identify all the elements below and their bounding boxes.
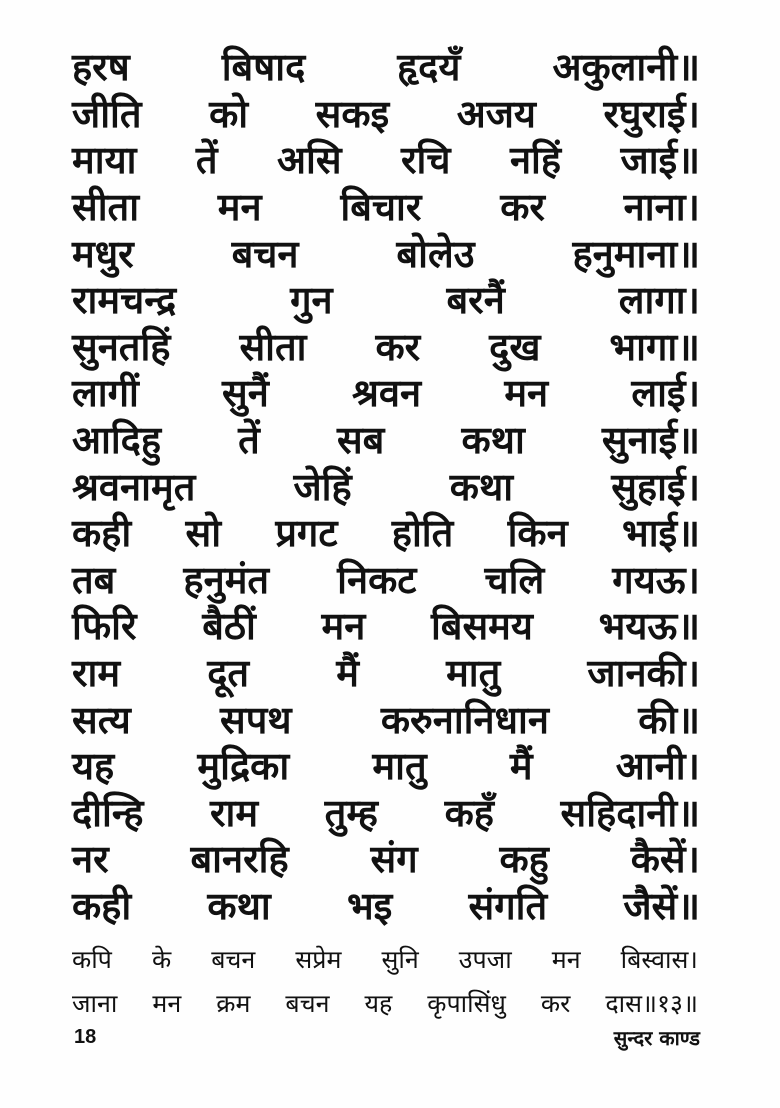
word: जानकी। (587, 651, 700, 696)
word: कैसें। (630, 837, 700, 882)
verse-line (72, 370, 700, 417)
word: लागा। (618, 278, 700, 323)
word: अजय (456, 91, 536, 136)
word: हनुमंत (183, 557, 270, 602)
word: नहिं (509, 138, 562, 183)
page-footer (74, 1022, 700, 1052)
verse-line (72, 277, 700, 324)
word: श्रवनामृत (72, 464, 196, 509)
word: यह (72, 744, 115, 789)
word: यह (364, 989, 393, 1018)
word: बैठीं (202, 604, 256, 649)
word: माया (72, 138, 137, 183)
word: लाई। (631, 371, 700, 416)
word: बोलेउ (396, 231, 475, 276)
word: लागीं (72, 371, 139, 416)
section-name: सुन्दर काण्ड (613, 1025, 700, 1050)
word: बिषाद (221, 45, 306, 90)
word: हृदयँ (397, 45, 461, 90)
word: दास॥१३॥ (605, 989, 698, 1018)
word: जाना (72, 989, 118, 1018)
word: सीता (239, 324, 307, 369)
word: जाई॥ (620, 138, 700, 183)
word: कर (375, 324, 421, 369)
doha-line (72, 938, 698, 982)
page-number: 18 (74, 1025, 97, 1048)
word: करुनानिधान (380, 697, 549, 742)
word: मधुर (72, 231, 134, 276)
verse-line (72, 44, 700, 91)
word: बिस्वास। (620, 945, 698, 974)
word: कपि (72, 945, 112, 974)
verse-line (72, 557, 700, 604)
word: दूत (207, 651, 250, 696)
word: सुनि (381, 945, 419, 974)
word: सुनैं (222, 371, 269, 416)
word: भयऊ॥ (598, 604, 700, 649)
word: बिसमय (430, 604, 533, 649)
doha-line (72, 982, 698, 1026)
verse-line (72, 836, 700, 883)
word: कर (500, 185, 545, 230)
word: गयऊ। (612, 557, 700, 602)
word: सब (336, 418, 385, 463)
word: की॥ (638, 697, 700, 742)
word: हनुमाना॥ (572, 231, 700, 276)
word: बचन (211, 945, 256, 974)
word: दीन्हि (72, 790, 144, 835)
word: तें (195, 138, 218, 183)
verse-line (72, 417, 700, 464)
word: आदिहु (72, 418, 162, 463)
word: जेहिं (293, 464, 352, 509)
word: कथा (461, 418, 525, 463)
word: चलि (484, 557, 545, 602)
word: मुद्रिका (197, 744, 290, 789)
word: मन (504, 371, 549, 416)
word: रचि (401, 138, 451, 183)
word: कर (540, 989, 571, 1018)
word: असि (277, 138, 342, 183)
word: सुनाई॥ (601, 418, 700, 463)
word: नर (72, 837, 109, 882)
word: संग (370, 837, 418, 882)
word: श्रवन (352, 371, 422, 416)
word: कही (72, 511, 132, 556)
word: किन (507, 511, 568, 556)
verse-line (72, 696, 700, 743)
word: मैं (336, 651, 359, 696)
word: होति (391, 511, 454, 556)
chaupai-verses (72, 44, 700, 929)
verse-line (72, 883, 700, 930)
verse-line (72, 137, 700, 184)
word: जैसें॥ (623, 883, 700, 928)
word: आनी। (615, 744, 700, 789)
word: मन (152, 989, 182, 1018)
word: कहु (499, 837, 549, 882)
word: गुन (290, 278, 333, 323)
word: मन (217, 185, 262, 230)
verse-line (72, 650, 700, 697)
word: रघुराई। (603, 91, 700, 136)
word: हरष (72, 45, 130, 90)
word: कही (72, 883, 132, 928)
word: सहिदानी॥ (560, 790, 700, 835)
word: मन (321, 604, 366, 649)
word: राम (72, 651, 121, 696)
word: भागा॥ (609, 324, 700, 369)
word: बानरहि (190, 837, 289, 882)
word: कथा (449, 464, 514, 509)
word: अकुलानी॥ (552, 45, 700, 90)
word: कहँ (444, 790, 494, 835)
word: सकइ (315, 91, 390, 136)
doha-couplet (72, 938, 698, 1026)
word: निकट (337, 557, 417, 602)
word: सप्रेम (295, 945, 342, 974)
word: कथा (207, 883, 271, 928)
word: बरनैं (446, 278, 505, 323)
word: दुख (489, 324, 541, 369)
word: उपजा (458, 945, 512, 974)
verse-line (72, 324, 700, 371)
verse-line (72, 230, 700, 277)
verse-line (72, 790, 700, 837)
word: बिचार (340, 185, 422, 230)
word: को (209, 91, 249, 136)
verse-line (72, 91, 700, 138)
word: संगति (468, 883, 548, 928)
word: भाई॥ (621, 511, 700, 556)
word: प्रगट (275, 511, 338, 556)
word: सपथ (220, 697, 292, 742)
word: तब (72, 557, 116, 602)
word: सुनतहिं (72, 324, 171, 369)
word: तें (238, 418, 260, 463)
word: सो (185, 511, 222, 556)
word: जीति (72, 91, 142, 136)
word: मातु (372, 744, 427, 789)
word: फिरि (72, 604, 137, 649)
word: मन (551, 945, 581, 974)
verse-line (72, 184, 700, 231)
verse-line (72, 603, 700, 650)
verse-line (72, 743, 700, 790)
word: रामचन्द्र (72, 278, 177, 323)
word: सुहाई। (611, 464, 700, 509)
word: बचन (231, 231, 299, 276)
word: मातु (446, 651, 501, 696)
word: तुम्ह (324, 790, 378, 835)
word: बचन (285, 989, 330, 1018)
word: सत्य (72, 697, 131, 742)
word: राम (209, 790, 259, 835)
word: नाना। (623, 185, 700, 230)
word: मैं (509, 744, 533, 789)
verse-line (72, 463, 700, 510)
word: क्रम (216, 989, 251, 1018)
word: भइ (346, 883, 393, 928)
verse-line (72, 510, 700, 557)
word: के (151, 945, 172, 974)
word: सीता (72, 185, 140, 230)
word: कृपासिंधु (427, 989, 506, 1018)
